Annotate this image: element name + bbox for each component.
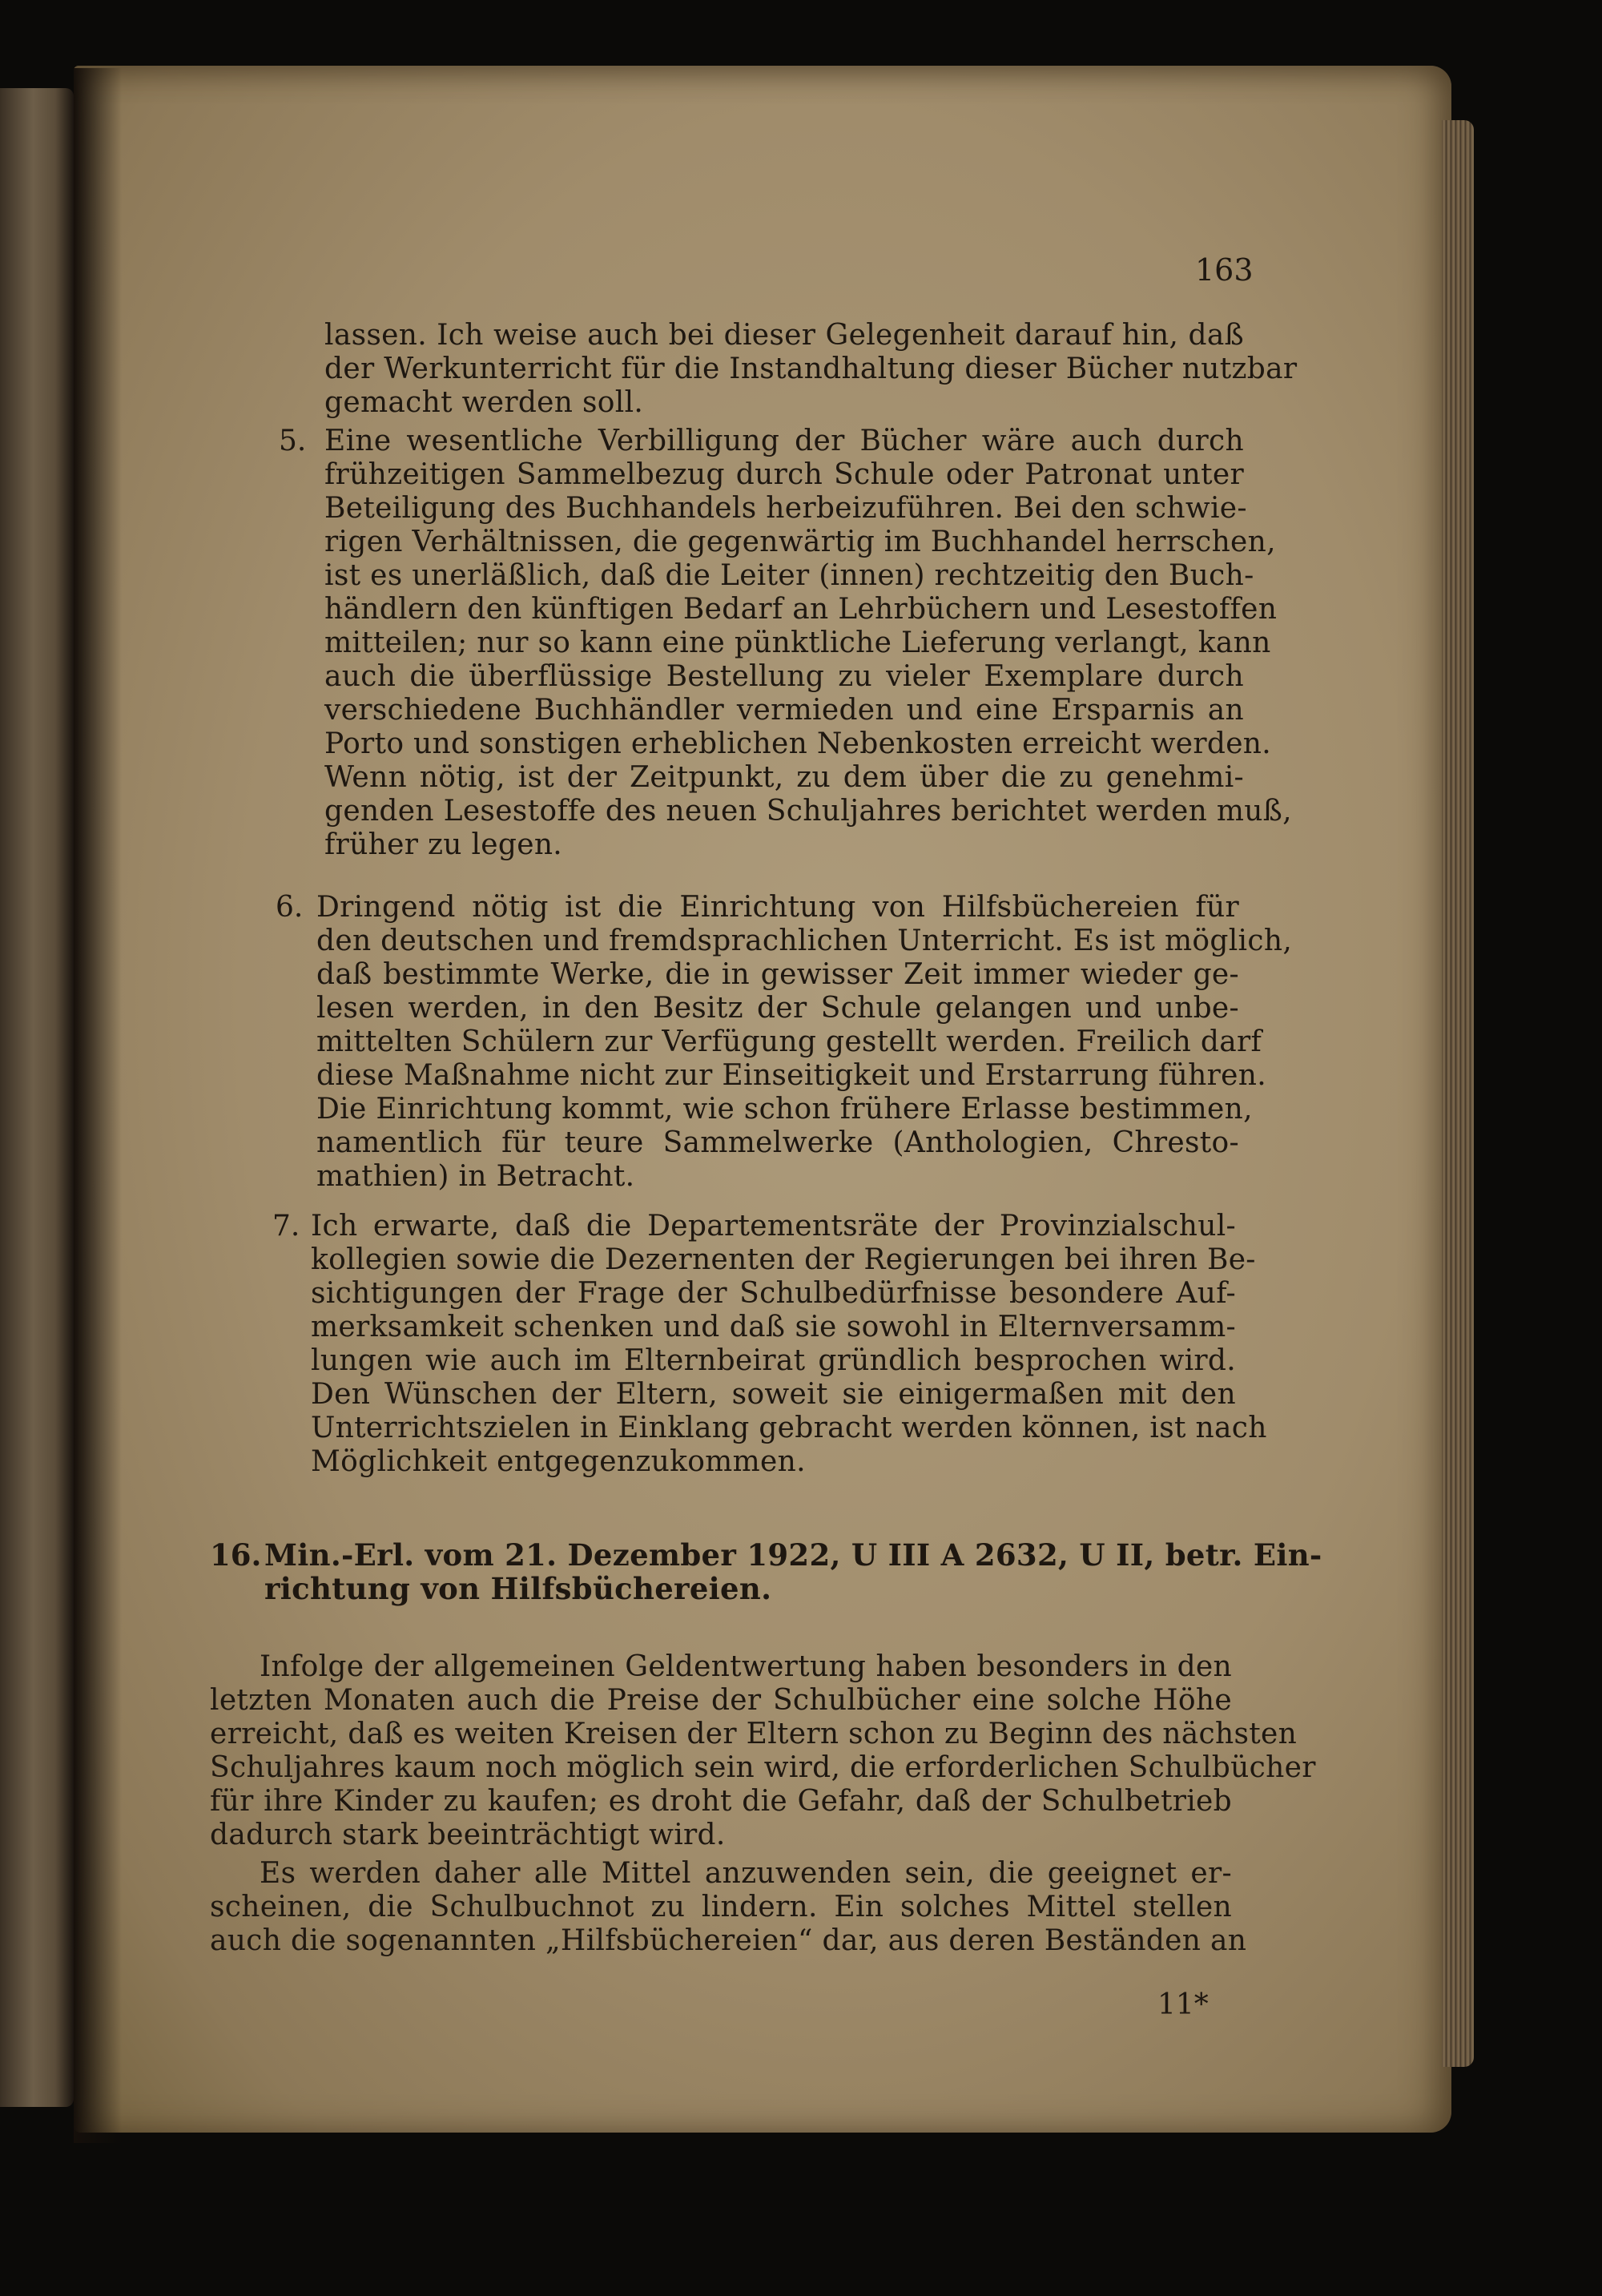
- text-line: der Werkunterricht für die Instandhaltung dieser Bücher nutzbar: [324, 352, 1298, 385]
- text-line: frühzeitigen Sammelbezug durch Schule oder Patronat unter: [324, 458, 1244, 491]
- text-line: Beteiligung des Buchhandels herbeizuführen. Bei den schwie-: [324, 492, 1247, 525]
- item-5-number: 5.: [279, 425, 307, 457]
- text-line: kollegien sowie die Dezernenten der Regierungen bei ihren Be-: [311, 1243, 1256, 1276]
- text-line: lassen. Ich weise auch bei dieser Gelegenheit darauf hin, daß: [324, 319, 1244, 352]
- text-line: früher zu legen.: [324, 828, 563, 861]
- text-line: Eine wesentliche Verbilligung der Bücher wäre auch durch: [324, 425, 1244, 457]
- text-line: scheinen, die Schulbuchnot zu lindern. Ein solches Mittel stellen: [210, 1891, 1232, 1923]
- item-7-paragraph: [311, 1210, 1267, 1479]
- text-line: den deutschen und fremdsprachlichen Unterricht. Es ist möglich,: [316, 924, 1293, 957]
- text-line: letzten Monaten auch die Preise der Schulbücher eine solche Höhe: [210, 1684, 1232, 1717]
- text-line: gemacht werden soll.: [324, 386, 644, 419]
- sheet-signature: 11*: [1157, 1988, 1209, 2021]
- text-line: rigen Verhältnissen, die gegenwärtig im Buchhandel herrschen,: [324, 526, 1276, 558]
- section-16-paragraph-2: [210, 1857, 1247, 1958]
- text-line: für ihre Kinder zu kaufen; es droht die Gefahr, daß der Schulbetrieb: [210, 1785, 1232, 1818]
- text-line: ist es unerläßlich, daß die Leiter (innen) rechtzeitig den Buch-: [324, 559, 1254, 592]
- text-line: erreicht, daß es weiten Kreisen der Eltern schon zu Beginn des nächsten: [210, 1718, 1298, 1750]
- spine-shadow: [74, 68, 122, 2143]
- text-line: Unterrichtszielen in Einklang gebracht werden können, ist nach: [311, 1412, 1267, 1444]
- item-6-paragraph: [316, 891, 1293, 1194]
- text-line: lungen wie auch im Elternbeirat gründlich besprochen wird.: [311, 1344, 1236, 1377]
- text-line: merksamkeit schenken und daß sie sowohl in Elternversamm-: [311, 1311, 1236, 1343]
- text-line: lesen werden, in den Besitz der Schule gelangen und unbe-: [316, 992, 1239, 1025]
- text-line: händlern den künftigen Bedarf an Lehrbüchern und Lesestoffen: [324, 593, 1278, 626]
- text-line: Möglichkeit entgegenzukommen.: [311, 1445, 806, 1478]
- text-line: Dringend nötig ist die Einrichtung von Hilfsbüchereien für: [316, 891, 1239, 924]
- text-line: Infolge der allgemeinen Geldentwertung haben besonders in den: [260, 1650, 1232, 1683]
- text-line: Ich erwarte, daß die Departementsräte der Provinzialschul-: [311, 1210, 1236, 1243]
- text-line: dadurch stark beeinträchtigt wird.: [210, 1819, 726, 1851]
- text-line: Es werden daher alle Mittel anzuwenden sein, die geeignet er-: [260, 1857, 1232, 1890]
- text-line: mitteilen; nur so kann eine pünktliche Lieferung verlangt, kann: [324, 626, 1271, 659]
- text-line: diese Maßnahme nicht zur Einseitigkeit und Erstarrung führen.: [316, 1059, 1266, 1092]
- text-line: Wenn nötig, ist der Zeitpunkt, zu dem über die zu genehmi-: [324, 761, 1244, 794]
- section-16-paragraph-1: [210, 1650, 1316, 1852]
- text-line: Den Wünschen der Eltern, soweit sie einigermaßen mit den: [311, 1378, 1236, 1411]
- section-16-heading: [264, 1537, 1322, 1606]
- text-line: richtung von Hilfsbüchereien.: [264, 1571, 772, 1606]
- text-line: mittelten Schülern zur Verfügung gestellt werden. Freilich darf: [316, 1025, 1262, 1058]
- text-line: daß bestimmte Werke, die in gewisser Zeit immer wieder ge-: [316, 958, 1239, 991]
- item-5-paragraph: [324, 425, 1292, 862]
- text-line: verschiedene Buchhändler vermieden und eine Ersparnis an: [324, 694, 1244, 727]
- intro-paragraph: [324, 319, 1298, 420]
- text-line: genden Lesestoffe des neuen Schuljahres berichtet werden muß,: [324, 795, 1292, 828]
- text-line: Schuljahres kaum noch möglich sein wird, die erforderlichen Schulbücher: [210, 1751, 1316, 1784]
- section-16-number: 16.: [210, 1537, 262, 1573]
- page-number: 163: [1195, 252, 1254, 288]
- text-line: auch die überflüssige Bestellung zu vieler Exemplare durch: [324, 660, 1244, 693]
- text-line: sichtigungen der Frage der Schulbedürfnisse besondere Auf-: [311, 1277, 1236, 1310]
- text-line: Min.-Erl. vom 21. Dezember 1922, U III A 2632, U II, betr. Ein-: [264, 1537, 1322, 1573]
- text-line: Porto und sonstigen erheblichen Nebenkosten erreicht werden.: [324, 727, 1272, 760]
- item-7-number: 7.: [272, 1210, 300, 1243]
- left-page-edge: [0, 88, 74, 2107]
- text-line: Die Einrichtung kommt, wie schon frühere Erlasse bestimmen,: [316, 1093, 1253, 1126]
- page-stack-edge: [1442, 120, 1474, 2067]
- item-6-number: 6.: [276, 891, 304, 924]
- text-line: namentlich für teure Sammelwerke (Anthologien, Chresto-: [316, 1126, 1239, 1159]
- text-line: mathien) in Betracht.: [316, 1160, 635, 1193]
- text-line: auch die sogenannten „Hilfsbüchereien“ dar, aus deren Beständen an: [210, 1924, 1247, 1957]
